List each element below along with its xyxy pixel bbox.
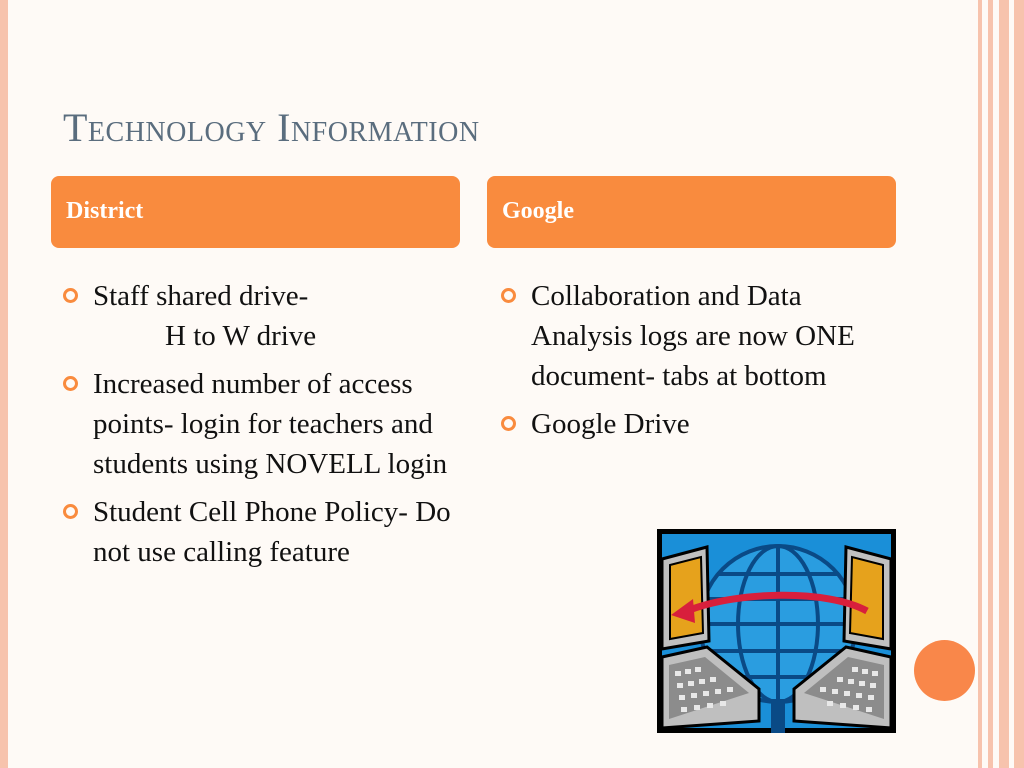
right-stripe xyxy=(978,0,982,768)
bullet-icon xyxy=(501,288,516,303)
google-header xyxy=(487,176,896,248)
right-stripe xyxy=(988,0,993,768)
bullet-text: Staff shared drive- xyxy=(93,280,309,312)
google-list xyxy=(500,276,896,452)
slide-title: Technology Information xyxy=(63,105,480,150)
bullet-subtext: H to W drive xyxy=(165,320,317,352)
bullet-icon xyxy=(63,376,78,391)
bullet-text: Increased number of access points- login for teachers and students using NOVELL login xyxy=(93,368,448,480)
accent-circle xyxy=(914,640,975,701)
district-list xyxy=(62,276,460,580)
left-border xyxy=(0,0,8,768)
network-globe-computers-icon xyxy=(657,529,896,733)
bullet-text: Collaboration and Data Analysis logs are now ONE document- tabs at bottom xyxy=(531,280,855,392)
bullet-text: Student Cell Phone Policy- Do not use calling feature xyxy=(93,496,451,568)
district-header xyxy=(51,176,460,248)
list-item xyxy=(500,404,896,444)
bullet-icon xyxy=(501,416,516,431)
bullet-text: Google Drive xyxy=(531,408,690,440)
bullet-icon xyxy=(63,504,78,519)
right-stripe xyxy=(1014,0,1024,768)
google-header-label: Google xyxy=(502,198,574,224)
list-item xyxy=(62,276,460,356)
list-item xyxy=(62,492,460,572)
bullet-icon xyxy=(63,288,78,303)
district-header-label: District xyxy=(66,198,144,224)
right-stripe xyxy=(999,0,1009,768)
list-item xyxy=(62,364,460,484)
list-item xyxy=(500,276,896,396)
